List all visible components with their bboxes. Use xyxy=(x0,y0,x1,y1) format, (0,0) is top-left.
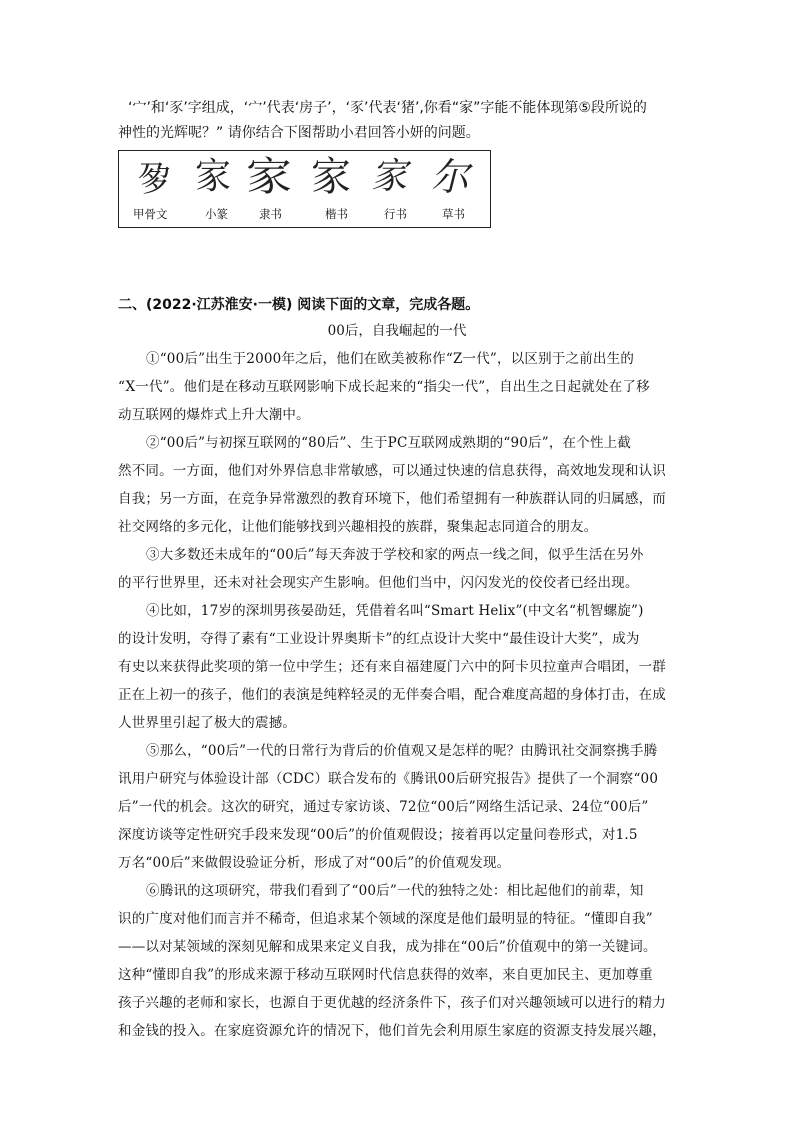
label-clerical: 隶书 xyxy=(259,207,282,221)
character-evolution-figure xyxy=(118,150,491,228)
label-regular: 楷书 xyxy=(325,207,348,221)
paragraph-line: 有史以来获得此奖项的第一位中学生；还有来自福建厦门六中的阿卡贝拉童声合唱团，一群 xyxy=(118,659,666,675)
paragraph-line: 的平行世界里，还未对社会现实产生影响。但他们当中，闪闪发光的佼佼者已经出现。 xyxy=(118,575,639,591)
paragraph-line: 的设计发明，夺得了素有“工业设计界奥斯卡”的红点设计大奖中“最佳设计大奖”，成为 xyxy=(118,631,640,647)
paragraph-line: 后”一代的机会。这次的研究，通过专家访谈、72位“00后”网络生活记录、24位“00后” xyxy=(118,799,649,815)
label-cursive: 草书 xyxy=(442,207,465,221)
paragraph-line: 孩子兴趣的老师和家长，也源自于更优越的经济条件下，孩子们对兴趣领域可以进行的精力 xyxy=(118,995,666,1011)
glyph-small-seal: 家 xyxy=(195,156,232,197)
paragraph-line: ⑤那么，“00后”一代的日常行为背后的价值观又是怎样的呢？由腾讯社交洞察携手腾 xyxy=(146,743,658,759)
paragraph-line: 动互联网的爆炸式上升大潮中。 xyxy=(118,407,310,423)
paragraph-line: 这种“懂即自我”的形成来源于移动互联网时代信息获得的效率，来自更加民主、更加尊重 xyxy=(118,967,653,983)
paragraph-line: ④比如，17岁的深圳男孩晏劭廷，凭借着名叫“Smart Helix”(中文名“机智螺旋”) xyxy=(146,603,644,619)
glyph-regular: 家 xyxy=(311,154,351,200)
paragraph-line: 讯用户研究与体验设计部（CDC）联合发布的《腾讯00后研究报告》提供了一个洞察“00 xyxy=(118,771,659,787)
intro-line-1: ‘宀’和‘豕’字组成，‘宀’代表‘房子’，‘豕’代表‘猪’,你看“家”字能不能体现第⑤段所说的 xyxy=(128,100,647,116)
paragraph-line: 万名“00后”来做假设验证分析，形成了对“00后”的价值观发现。 xyxy=(118,855,511,871)
article-title: 00后，自我崛起的一代 xyxy=(327,323,467,339)
label-running: 行书 xyxy=(384,207,407,221)
paragraph-line: 正在上初一的孩子，他们的表演是纯粹轻灵的无伴奏合唱，配合难度高超的身体打击，在成 xyxy=(118,687,666,703)
paragraph-line: 识的广度对他们而言并不稀奇，但追求某个领域的深度是他们最明显的特征。“懂即自我” xyxy=(118,911,653,927)
paragraph-line: ⑥腾讯的这项研究，带我们看到了“00后”一代的独特之处：相比起他们的前辈，知 xyxy=(146,883,644,899)
glyph-running: 家 xyxy=(371,156,408,197)
label-small-seal: 小篆 xyxy=(205,207,228,221)
glyph-clerical: 家 xyxy=(246,154,292,200)
section-heading: 二、(2022·江苏淮安·一模) 阅读下面的文章，完成各题。 xyxy=(118,297,480,313)
label-oracle-bone: 甲骨文 xyxy=(133,207,168,221)
paragraph-line: “X一代”。他们是在移动互联网影响下成长起来的“指尖一代”，自出生之日起就处在了移 xyxy=(118,379,650,395)
paragraph-line: ①“00后”出生于2000年之后，他们在欧美被称作“Z一代”，以区别于之前出生的 xyxy=(146,351,635,367)
paragraph-line: 自我；另一方面，在竞争异常激烈的教育环境下，他们希望拥有一种族群认同的归属感，而 xyxy=(118,491,666,507)
paragraph-line: 社交网络的多元化，让他们能够找到兴趣相投的族群，聚集起志同道合的朋友。 xyxy=(118,519,598,535)
paragraph-line: 深度访谈等定性研究手段来发现“00后”的价值观假设；接着再以定量问卷形式，对1.5 xyxy=(118,827,638,843)
paragraph-line: ——以对某领域的深刻见解和成果来定义自我，成为排在“00后”价值观中的第一关键词。 xyxy=(118,939,657,955)
paragraph-line: 和金钱的投入。在家庭资源允许的情况下，他们首先会利用原生家庭的资源支持发展兴趣， xyxy=(118,1023,666,1039)
paragraph-line: 然不同。一方面，他们对外界信息非常敏感，可以通过快速的信息获得，高效地发现和认识 xyxy=(118,463,666,479)
intro-line-2: 神性的光辉呢？” 请你结合下图帮助小君回答小妍的问题。 xyxy=(118,125,480,141)
paragraph-line: 人世界里引起了极大的震撼。 xyxy=(118,715,297,731)
paragraph-line: ②“00后”与初探互联网的“80后”、生于PC互联网成熟期的“90后”，在个性上截 xyxy=(146,435,632,451)
glyph-oracle-bone: 㚉 xyxy=(137,160,171,200)
paragraph-line: ③大多数还未成年的“00后”每天奔波于学校和家的两点一线之间，似乎生活在另外 xyxy=(146,547,644,563)
glyph-cursive: 尔 xyxy=(431,155,470,199)
